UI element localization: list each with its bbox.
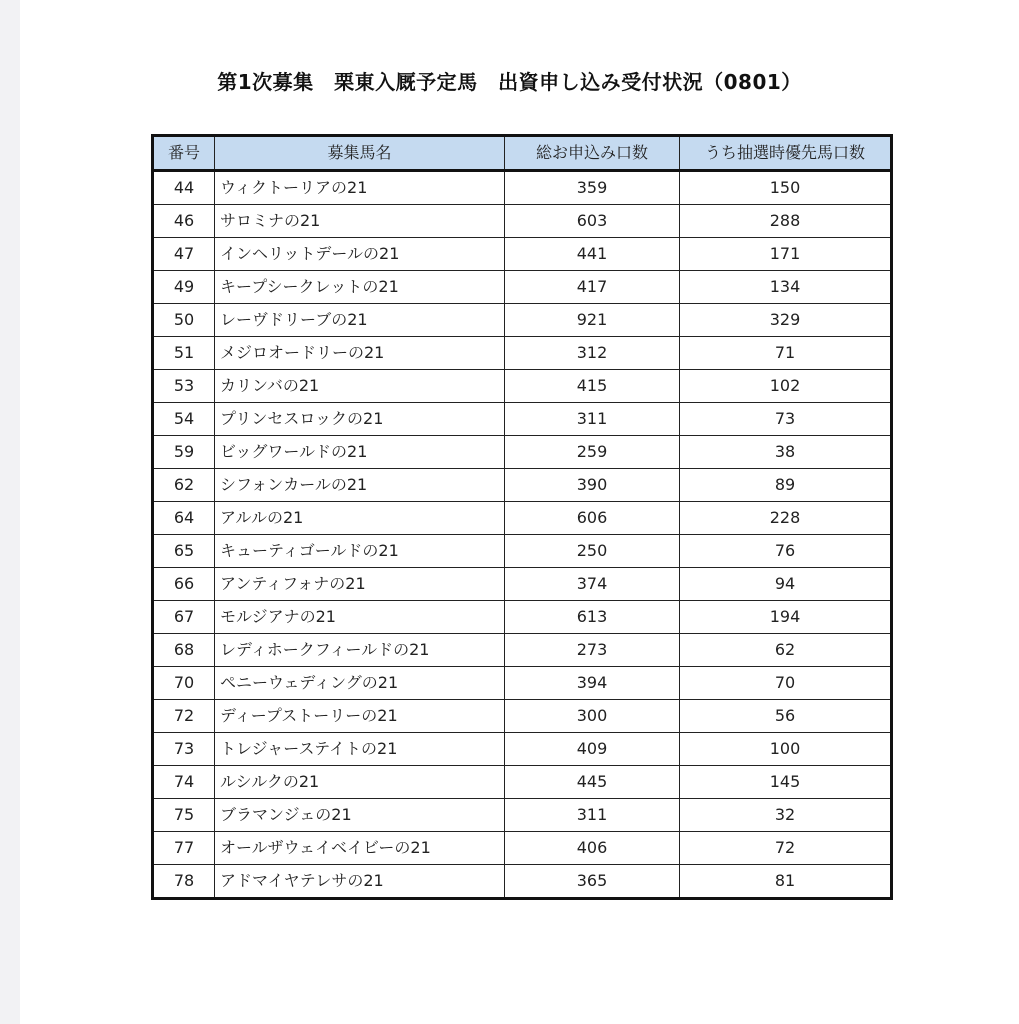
priority-units: 62	[680, 634, 892, 667]
table-row	[153, 171, 892, 205]
horse-name: アドマイヤテレサの21	[215, 865, 505, 899]
row-number: 64	[153, 502, 215, 535]
table-row	[153, 601, 892, 634]
table-row	[153, 502, 892, 535]
table-row	[153, 304, 892, 337]
total-units: 374	[505, 568, 680, 601]
total-units: 409	[505, 733, 680, 766]
priority-units: 56	[680, 700, 892, 733]
table-row	[153, 205, 892, 238]
horse-name: インヘリットデールの21	[215, 238, 505, 271]
total-units: 273	[505, 634, 680, 667]
total-units: 311	[505, 799, 680, 832]
header-number: 番号	[153, 136, 215, 171]
priority-units: 89	[680, 469, 892, 502]
row-number: 68	[153, 634, 215, 667]
horse-name: サロミナの21	[215, 205, 505, 238]
table-row	[153, 337, 892, 370]
priority-units: 228	[680, 502, 892, 535]
total-units: 311	[505, 403, 680, 436]
priority-units: 100	[680, 733, 892, 766]
total-units: 250	[505, 535, 680, 568]
horse-name: トレジャーステイトの21	[215, 733, 505, 766]
horse-name: レーヴドリーブの21	[215, 304, 505, 337]
table-row	[153, 700, 892, 733]
horse-name: レディホークフィールドの21	[215, 634, 505, 667]
total-units: 606	[505, 502, 680, 535]
horse-name: アルルの21	[215, 502, 505, 535]
table-row	[153, 403, 892, 436]
priority-units: 71	[680, 337, 892, 370]
row-number: 47	[153, 238, 215, 271]
row-number: 66	[153, 568, 215, 601]
total-units: 359	[505, 171, 680, 205]
priority-units: 38	[680, 436, 892, 469]
row-number: 62	[153, 469, 215, 502]
row-number: 75	[153, 799, 215, 832]
horse-name: キューティゴールドの21	[215, 535, 505, 568]
table-row	[153, 271, 892, 304]
priority-units: 32	[680, 799, 892, 832]
table-row	[153, 370, 892, 403]
priority-units: 70	[680, 667, 892, 700]
row-number: 70	[153, 667, 215, 700]
horse-name: ペニーウェディングの21	[215, 667, 505, 700]
row-number: 77	[153, 832, 215, 865]
priority-units: 76	[680, 535, 892, 568]
row-number: 65	[153, 535, 215, 568]
subscription-table	[151, 134, 893, 900]
header-horse-name: 募集馬名	[215, 136, 505, 171]
row-number: 73	[153, 733, 215, 766]
row-number: 67	[153, 601, 215, 634]
table-row	[153, 865, 892, 899]
row-number: 51	[153, 337, 215, 370]
total-units: 312	[505, 337, 680, 370]
total-units: 613	[505, 601, 680, 634]
horse-name: ブラマンジェの21	[215, 799, 505, 832]
priority-units: 72	[680, 832, 892, 865]
total-units: 394	[505, 667, 680, 700]
priority-units: 171	[680, 238, 892, 271]
priority-units: 134	[680, 271, 892, 304]
total-units: 603	[505, 205, 680, 238]
horse-name: アンティフォナの21	[215, 568, 505, 601]
row-number: 44	[153, 171, 215, 205]
table-row	[153, 733, 892, 766]
total-units: 441	[505, 238, 680, 271]
horse-name: カリンバの21	[215, 370, 505, 403]
total-units: 300	[505, 700, 680, 733]
total-units: 417	[505, 271, 680, 304]
table-header-row	[153, 136, 892, 171]
priority-units: 194	[680, 601, 892, 634]
table-row	[153, 436, 892, 469]
row-number: 78	[153, 865, 215, 899]
row-number: 46	[153, 205, 215, 238]
row-number: 49	[153, 271, 215, 304]
table-row	[153, 568, 892, 601]
row-number: 54	[153, 403, 215, 436]
table-row	[153, 799, 892, 832]
priority-units: 102	[680, 370, 892, 403]
horse-name: ビッグワールドの21	[215, 436, 505, 469]
table-row	[153, 238, 892, 271]
total-units: 259	[505, 436, 680, 469]
table-row	[153, 667, 892, 700]
total-units: 921	[505, 304, 680, 337]
horse-name: メジロオードリーの21	[215, 337, 505, 370]
horse-name: シフォンカールの21	[215, 469, 505, 502]
horse-name: ルシルクの21	[215, 766, 505, 799]
horse-name: キープシークレットの21	[215, 271, 505, 304]
priority-units: 150	[680, 171, 892, 205]
priority-units: 73	[680, 403, 892, 436]
horse-name: モルジアナの21	[215, 601, 505, 634]
total-units: 415	[505, 370, 680, 403]
priority-units: 329	[680, 304, 892, 337]
horse-name: オールザウェイベイビーの21	[215, 832, 505, 865]
row-number: 74	[153, 766, 215, 799]
horse-name: ディープストーリーの21	[215, 700, 505, 733]
total-units: 445	[505, 766, 680, 799]
table-row	[153, 832, 892, 865]
priority-units: 288	[680, 205, 892, 238]
table-row	[153, 634, 892, 667]
page-title: 第1次募集 栗東入厩予定馬 出資申し込み受付状況（0801）	[217, 70, 802, 94]
table-row	[153, 535, 892, 568]
row-number: 59	[153, 436, 215, 469]
header-priority-units: うち抽選時優先馬口数	[680, 136, 892, 171]
row-number: 53	[153, 370, 215, 403]
table-row	[153, 766, 892, 799]
row-number: 72	[153, 700, 215, 733]
horse-name: ウィクトーリアの21	[215, 171, 505, 205]
header-total-units: 総お申込み口数	[505, 136, 680, 171]
row-number: 50	[153, 304, 215, 337]
priority-units: 81	[680, 865, 892, 899]
priority-units: 94	[680, 568, 892, 601]
table-row	[153, 469, 892, 502]
total-units: 390	[505, 469, 680, 502]
priority-units: 145	[680, 766, 892, 799]
total-units: 365	[505, 865, 680, 899]
horse-name: プリンセスロックの21	[215, 403, 505, 436]
total-units: 406	[505, 832, 680, 865]
